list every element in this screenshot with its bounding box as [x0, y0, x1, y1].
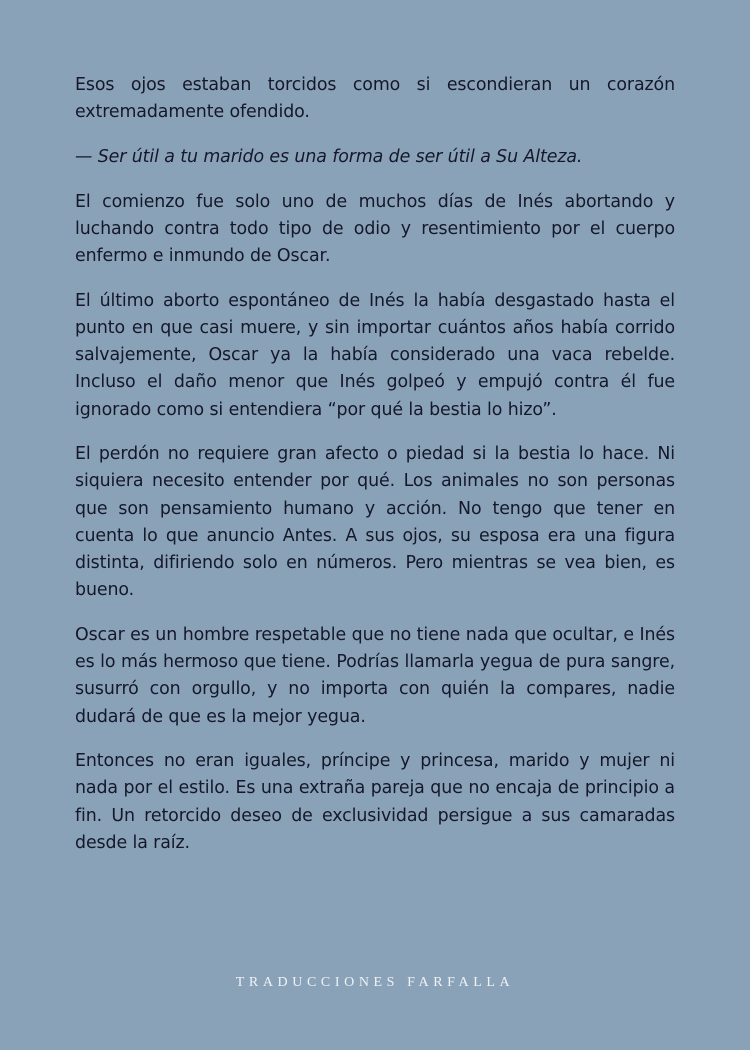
- page-body: [75, 72, 675, 875]
- dialogue-line: — Ser útil a tu marido es una forma de ser útil a Su Alteza.: [75, 146, 583, 167]
- paragraph: El perdón no requiere gran afecto o piedad si la bestia lo hace. Ni siquiera necesito entender por qué. Los animales no son personas que son pensamiento humano y acción. No tengo que tener en cuenta lo que anuncio Antes. A sus ojos, su esposa era una figura distinta, difiriendo solo en números. Pero mientras se vea bien, es bueno.: [75, 444, 675, 601]
- paragraph: El último aborto espontáneo de Inés la había desgastado hasta el punto en que casi muere, y sin importar cuántos años había corrido salvajemente, Oscar ya la había considerado una vaca rebelde. Incluso el daño menor que Inés golpeó y empujó contra él fue ignorado como si entendiera “por qué la bestia lo hizo”.: [75, 290, 675, 420]
- paragraph: Oscar es un hombre respetable que no tiene nada que ocultar, e Inés es lo más hermoso que tiene. Podrías llamarla yegua de pura sangre, susurró con orgullo, y no importa con quién la compares, nadie dudará de que es la mejor yegua.: [75, 624, 675, 727]
- footer-credit: TRADUCCIONES FARFALLA: [235, 975, 515, 990]
- paragraph: El comienzo fue solo uno de muchos días de Inés abortando y luchando contra todo tipo de odio y resentimiento por el cuerpo enfermo e inmundo de Oscar.: [75, 191, 675, 267]
- paragraph: Esos ojos estaban torcidos como si escondieran un corazón extremadamente ofendido.: [75, 75, 675, 123]
- paragraph: Entonces no eran iguales, príncipe y princesa, marido y mujer ni nada por el estilo. Es una extraña pareja que no encaja de principio a fin. Un retorcido deseo de exclusividad persigue a sus camaradas desde la raíz.: [75, 751, 675, 853]
